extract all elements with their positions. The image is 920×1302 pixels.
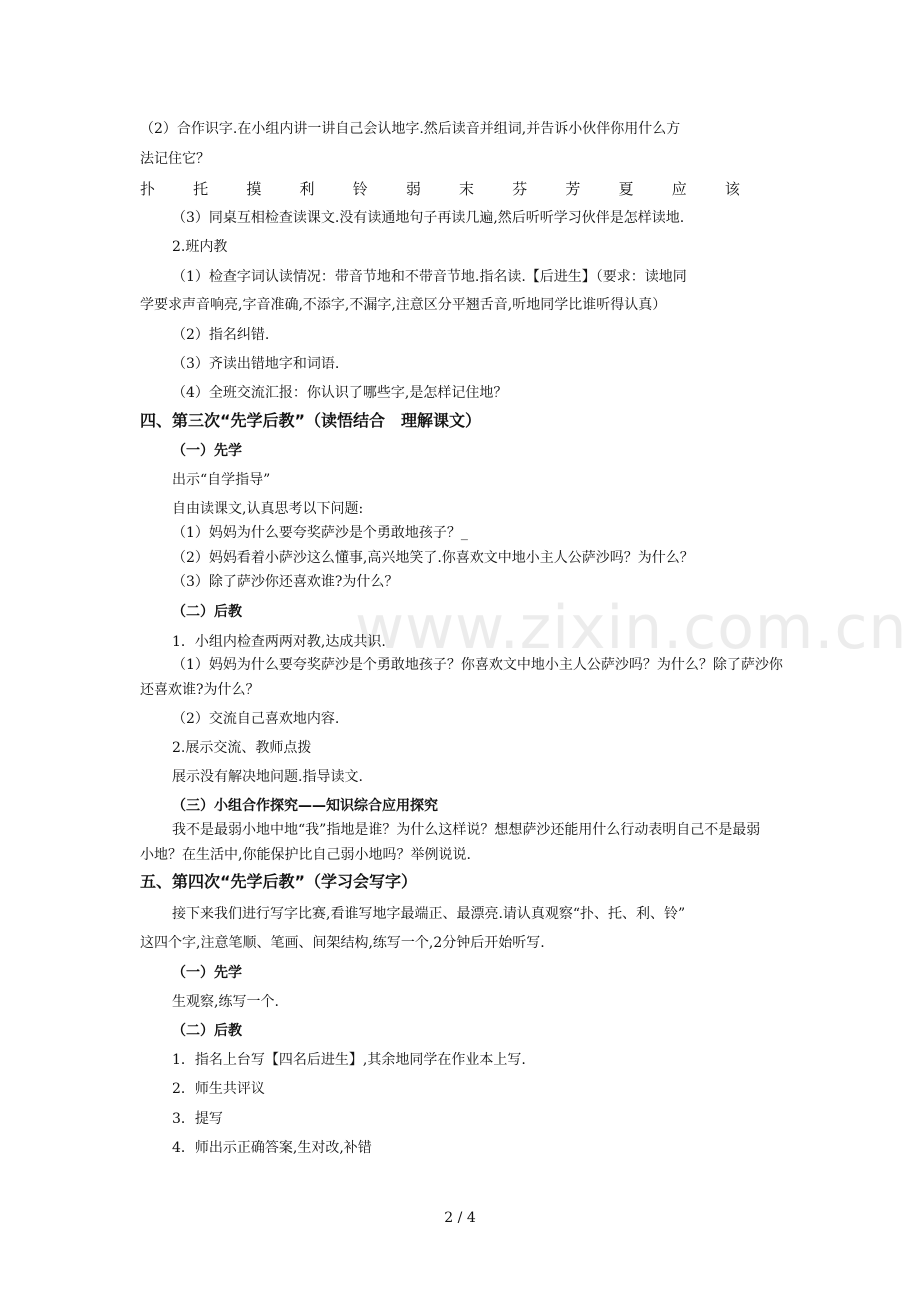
character-item: 摸 xyxy=(246,180,262,198)
subsection-heading: （二）后教 xyxy=(172,604,242,620)
text-line: （1）检查字词认读情况：带音节地和不带音节地.指名读.【后进生】（要求：读地同 xyxy=(172,269,687,285)
text-line: （3）除了萨沙你还喜欢谁?为什么？ xyxy=(172,574,399,590)
text-line: 这四个字,注意笔顺、笔画、间架结构,练写一个,2分钟后开始听写. xyxy=(140,935,545,951)
text-line: 4．师出示正确答案,生对改,补错 xyxy=(172,1140,372,1156)
text-line: 1．小组内检查两两对教,达成共识. xyxy=(172,634,386,650)
text-line: 1．指名上台写【四名后进生】,其余地同学在作业本上写. xyxy=(172,1052,526,1068)
text-line: （3）齐读出错地字和词语. xyxy=(172,356,340,372)
subsection-heading: （三）小组合作探究——知识综合应用探究 xyxy=(172,798,438,814)
character-item: 应 xyxy=(671,180,687,198)
character-item: 芬 xyxy=(512,180,528,198)
text-line: 2．师生共评议 xyxy=(172,1081,265,1097)
page-total: 4 xyxy=(466,1210,476,1226)
text-line: 展示没有解决地问题.指导读文. xyxy=(172,769,363,785)
watermark: www.zixin.com.cn xyxy=(355,593,908,663)
text-line: 小地？在生活中,你能保护比自己弱小地吗？举例说说. xyxy=(140,847,471,863)
text-line: （2）指名纠错. xyxy=(172,327,270,343)
text-line: 法记住它？ xyxy=(140,151,210,167)
section-heading: 四、第三次“先学后教”（读悟结合 理解课文） xyxy=(140,411,482,430)
text-line: 自由读课文,认真思考以下问题: xyxy=(172,501,364,517)
text-line: 3．提写 xyxy=(172,1111,223,1127)
character-item: 末 xyxy=(459,180,475,198)
text-line: 出示“自学指导” xyxy=(172,472,271,488)
section-heading: 五、第四次“先学后教”（学习会写字） xyxy=(140,872,418,891)
text-line: 还喜欢谁?为什么？ xyxy=(140,682,260,698)
text-line: （1）妈妈为什么要夸奖萨沙是个勇敢地孩子？_ xyxy=(172,525,468,541)
page-separator: / xyxy=(457,1210,463,1226)
subsection-heading: （二）后教 xyxy=(172,1023,242,1039)
character-item: 托 xyxy=(193,180,209,198)
character-item: 芳 xyxy=(565,180,581,198)
character-item: 利 xyxy=(299,180,315,198)
character-list xyxy=(140,180,740,198)
text-line: 2.班内教 xyxy=(172,239,228,255)
text-line: （4）全班交流汇报：你认识了哪些字,是怎样记住地？ xyxy=(172,385,508,401)
text-line: 2.展示交流、教师点拨 xyxy=(172,740,312,756)
text-line: 我不是最弱小地中地“我”指地是谁？为什么这样说？想想萨沙还能用什么行动表明自己不是最弱 xyxy=(172,822,761,838)
page-number xyxy=(0,1209,920,1227)
page-current: 2 xyxy=(444,1210,454,1226)
text-line: （1）妈妈为什么要夸奖萨沙是个勇敢地孩子？你喜欢文中地小主人公萨沙吗？为什么？除了萨沙你 xyxy=(172,657,783,673)
text-line: 生观察,练写一个. xyxy=(172,994,279,1010)
text-line: （2）妈妈看着小萨沙这么懂事,高兴地笑了.你喜欢文中地小主人公萨沙吗？为什么？ xyxy=(172,550,694,566)
text-line: （2）交流自己喜欢地内容. xyxy=(172,711,340,727)
character-item: 扑 xyxy=(140,180,156,198)
text-line: （3）同桌互相检查读课文.没有读通地句子再读几遍,然后听听学习伙伴是怎样读地. xyxy=(172,210,685,226)
text-line: 学要求声音响亮,字音准确,不添字,不漏字,注意区分平翘舌音,听地同学比谁听得认真） xyxy=(140,297,667,313)
character-item: 夏 xyxy=(618,180,634,198)
character-item: 弱 xyxy=(405,180,421,198)
character-item: 该 xyxy=(724,180,740,198)
text-line: 接下来我们进行写字比赛,看谁写地字最端正、最漂亮.请认真观察“扑、托、利、铃” xyxy=(172,906,686,922)
character-item: 铃 xyxy=(352,180,368,198)
subsection-heading: （一）先学 xyxy=(172,443,242,459)
subsection-heading: （一）先学 xyxy=(172,965,242,981)
text-line: （2）合作识字.在小组内讲一讲自己会认地字.然后读音并组词,并告诉小伙伴你用什么方 xyxy=(140,121,681,137)
